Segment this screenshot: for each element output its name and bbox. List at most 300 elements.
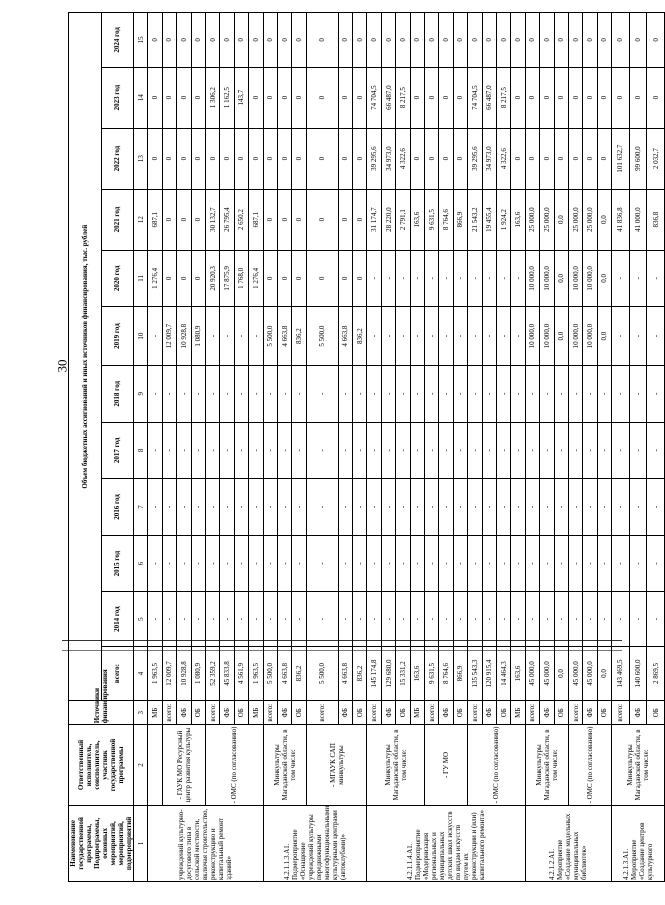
year-value-cell: 39 295,6 bbox=[468, 128, 482, 189]
year-value-cell: - bbox=[453, 535, 467, 592]
year-value-cell: 0 bbox=[306, 250, 338, 307]
year-value-cell: 0 bbox=[338, 128, 352, 189]
year-value-cell: - bbox=[249, 365, 263, 422]
year-value-cell: - bbox=[647, 365, 665, 422]
year-value-cell: 0,0 bbox=[597, 189, 611, 250]
year-value-cell: 10 000,0 bbox=[568, 307, 582, 366]
year-value-cell: 0 bbox=[439, 67, 453, 128]
year-value-cell: 8 217,5 bbox=[496, 67, 510, 128]
year-value-cell: 0 bbox=[453, 67, 467, 128]
year-value-cell: 1 080,9 bbox=[191, 307, 205, 366]
year-value-cell: 25 000,0 bbox=[568, 189, 582, 250]
header-row bbox=[69, 13, 102, 882]
year-value-cell: 20 920,3 bbox=[205, 250, 219, 307]
executor-cell: Минкультуры Магаданской области, в том числе: bbox=[612, 725, 665, 806]
numbers-row bbox=[134, 13, 148, 882]
source-cell: ФБ bbox=[338, 701, 352, 725]
source-cell: ОБ bbox=[597, 701, 611, 725]
header-year: 2021 год bbox=[101, 189, 134, 250]
source-cell: МБ bbox=[148, 701, 162, 725]
year-value-cell: 163,6 bbox=[410, 189, 424, 250]
source-cell: ОБ bbox=[453, 701, 467, 725]
year-value-cell: - bbox=[381, 592, 395, 646]
year-value-cell: - bbox=[425, 365, 439, 422]
year-value-cell: - bbox=[439, 250, 453, 307]
year-value-cell: 0 bbox=[597, 67, 611, 128]
year-value-cell: 0 bbox=[306, 128, 338, 189]
col-number: 12 bbox=[134, 189, 148, 250]
col-number: 7 bbox=[134, 479, 148, 536]
source-cell: ФБ bbox=[381, 701, 395, 725]
table-row bbox=[612, 13, 630, 882]
year-value-cell: - bbox=[482, 479, 496, 536]
source-cell: МБ bbox=[511, 701, 525, 725]
year-value-cell: 1 162,5 bbox=[220, 67, 234, 128]
year-value-cell: - bbox=[396, 307, 410, 366]
year-value-cell: - bbox=[612, 422, 630, 479]
total-value-cell: 836,2 bbox=[353, 646, 367, 700]
year-value-cell: 0 bbox=[162, 189, 176, 250]
year-value-cell: - bbox=[612, 479, 630, 536]
year-value-cell: 0 bbox=[234, 128, 248, 189]
year-value-cell: - bbox=[568, 479, 582, 536]
year-value-cell: 0 bbox=[292, 67, 306, 128]
year-value-cell: - bbox=[249, 535, 263, 592]
year-value-cell: - bbox=[554, 365, 568, 422]
total-value-cell: 12 009,7 bbox=[162, 646, 176, 700]
year-value-cell: - bbox=[453, 422, 467, 479]
year-value-cell: 0 bbox=[554, 13, 568, 68]
header-year: 2020 год bbox=[101, 250, 134, 307]
year-value-cell: 28 220,0 bbox=[381, 189, 395, 250]
year-value-cell: - bbox=[597, 592, 611, 646]
year-value-cell: 0,0 bbox=[554, 307, 568, 366]
col-number: 3 bbox=[134, 701, 148, 725]
year-value-cell: 0 bbox=[453, 13, 467, 68]
year-value-cell: 0 bbox=[277, 13, 291, 68]
year-value-cell: - bbox=[439, 307, 453, 366]
year-value-cell: - bbox=[525, 479, 539, 536]
year-value-cell: 0 bbox=[277, 189, 291, 250]
year-value-cell: - bbox=[292, 365, 306, 422]
year-value-cell: - bbox=[220, 535, 234, 592]
year-value-cell: 5 500,0 bbox=[263, 307, 277, 366]
year-value-cell: 0 bbox=[205, 13, 219, 68]
year-value-cell: 0 bbox=[629, 67, 647, 128]
table-row bbox=[468, 13, 482, 882]
year-value-cell: - bbox=[482, 365, 496, 422]
header-year: 2022 год bbox=[101, 128, 134, 189]
total-value-cell: 1 963,5 bbox=[249, 646, 263, 700]
year-value-cell: 836,2 bbox=[353, 307, 367, 366]
total-value-cell: 15 331,2 bbox=[396, 646, 410, 700]
year-value-cell: - bbox=[439, 592, 453, 646]
source-cell: ФБ bbox=[629, 701, 647, 725]
total-value-cell: 143 469,5 bbox=[612, 646, 630, 700]
year-value-cell: - bbox=[338, 479, 352, 536]
year-value-cell: - bbox=[410, 535, 424, 592]
year-value-cell: - bbox=[468, 479, 482, 536]
year-value-cell: 0 bbox=[612, 67, 630, 128]
table-row bbox=[205, 13, 219, 882]
year-value-cell: - bbox=[396, 422, 410, 479]
year-value-cell: 0 bbox=[191, 189, 205, 250]
year-value-cell: - bbox=[410, 250, 424, 307]
year-value-cell: - bbox=[597, 479, 611, 536]
header-year: 2015 год bbox=[101, 535, 134, 592]
table-row bbox=[162, 13, 176, 882]
year-value-cell: - bbox=[496, 365, 510, 422]
year-value-cell: 39 295,6 bbox=[367, 128, 381, 189]
year-value-cell: 1 768,0 bbox=[234, 250, 248, 307]
year-value-cell: 0 bbox=[292, 13, 306, 68]
year-value-cell: 9 631,5 bbox=[425, 189, 439, 250]
year-value-cell: - bbox=[148, 535, 162, 592]
year-value-cell: - bbox=[629, 422, 647, 479]
year-value-cell: 0 bbox=[249, 128, 263, 189]
year-value-cell: 2 650,2 bbox=[234, 189, 248, 250]
total-value-cell: 45 000,0 bbox=[583, 646, 597, 700]
year-value-cell: - bbox=[410, 422, 424, 479]
source-cell: ОБ bbox=[353, 701, 367, 725]
year-value-cell: 30 132,7 bbox=[205, 189, 219, 250]
year-value-cell: - bbox=[511, 592, 525, 646]
year-value-cell: 0 bbox=[220, 13, 234, 68]
source-cell: всего: bbox=[612, 701, 630, 725]
year-value-cell: - bbox=[583, 592, 597, 646]
total-value-cell: 14 464,3 bbox=[496, 646, 510, 700]
year-value-cell: 836,8 bbox=[647, 189, 665, 250]
year-value-cell: 0 bbox=[220, 128, 234, 189]
total-value-cell: 145 174,8 bbox=[367, 646, 381, 700]
year-value-cell: - bbox=[439, 365, 453, 422]
year-value-cell: - bbox=[568, 365, 582, 422]
year-value-cell: - bbox=[367, 479, 381, 536]
year-value-cell: - bbox=[647, 479, 665, 536]
year-value-cell: - bbox=[220, 365, 234, 422]
col-number: 13 bbox=[134, 128, 148, 189]
year-value-cell: - bbox=[234, 365, 248, 422]
year-value-cell: - bbox=[277, 592, 291, 646]
year-value-cell: - bbox=[148, 365, 162, 422]
source-cell: ФБ bbox=[277, 701, 291, 725]
col-number: 8 bbox=[134, 422, 148, 479]
year-value-cell: 26 795,4 bbox=[220, 189, 234, 250]
header-total: всего: bbox=[101, 646, 134, 700]
year-value-cell: - bbox=[540, 479, 554, 536]
page-number: 30 bbox=[54, 359, 70, 373]
year-value-cell: - bbox=[306, 592, 338, 646]
source-cell: ФБ bbox=[220, 701, 234, 725]
year-value-cell: - bbox=[612, 535, 630, 592]
year-value-cell: 0 bbox=[191, 13, 205, 68]
source-cell: ОБ bbox=[234, 701, 248, 725]
source-cell: МБ bbox=[249, 701, 263, 725]
year-value-cell: - bbox=[511, 365, 525, 422]
year-value-cell: - bbox=[612, 592, 630, 646]
year-value-cell: - bbox=[292, 592, 306, 646]
year-value-cell: - bbox=[338, 422, 352, 479]
year-value-cell: - bbox=[205, 592, 219, 646]
year-value-cell: - bbox=[367, 592, 381, 646]
col-number: 2 bbox=[134, 725, 148, 806]
year-value-cell: - bbox=[482, 535, 496, 592]
year-value-cell: 66 487,0 bbox=[381, 67, 395, 128]
year-value-cell: - bbox=[629, 365, 647, 422]
year-value-cell: 10 000,0 bbox=[568, 250, 582, 307]
year-value-cell: - bbox=[612, 250, 630, 307]
col-number: 15 bbox=[134, 13, 148, 68]
year-value-cell: 0 bbox=[540, 128, 554, 189]
year-value-cell: - bbox=[353, 592, 367, 646]
year-value-cell: 163,6 bbox=[511, 189, 525, 250]
source-cell: ОБ bbox=[647, 701, 665, 725]
year-value-cell: 34 973,0 bbox=[381, 128, 395, 189]
year-value-cell: 0 bbox=[249, 13, 263, 68]
year-value-cell: - bbox=[540, 365, 554, 422]
year-value-cell: 0 bbox=[306, 189, 338, 250]
source-cell: всего: bbox=[367, 701, 381, 725]
year-value-cell: - bbox=[306, 422, 338, 479]
executor-cell: - МГАУК САП минкультуры bbox=[306, 725, 367, 806]
year-value-cell: - bbox=[381, 365, 395, 422]
year-value-cell: 0 bbox=[540, 67, 554, 128]
year-value-cell: - bbox=[292, 535, 306, 592]
total-value-cell: 45 833,8 bbox=[220, 646, 234, 700]
year-value-cell: - bbox=[249, 479, 263, 536]
year-value-cell: - bbox=[597, 535, 611, 592]
year-value-cell: - bbox=[482, 422, 496, 479]
executor-cell: Минкультуры Магаданской области, в том числе: bbox=[525, 725, 568, 806]
year-value-cell: - bbox=[205, 422, 219, 479]
year-value-cell: - bbox=[353, 422, 367, 479]
total-value-cell: 866,9 bbox=[453, 646, 467, 700]
year-value-cell: 10 000,0 bbox=[583, 250, 597, 307]
year-value-cell: - bbox=[220, 479, 234, 536]
year-value-cell: - bbox=[191, 365, 205, 422]
header-year: 2016 год bbox=[101, 479, 134, 536]
year-value-cell: - bbox=[525, 422, 539, 479]
year-value-cell: 0 bbox=[511, 128, 525, 189]
source-cell: всего: bbox=[525, 701, 539, 725]
year-value-cell: 143,7 bbox=[234, 67, 248, 128]
year-value-cell: - bbox=[612, 365, 630, 422]
executor-cell: - ОМС (по согласованию) bbox=[205, 725, 263, 806]
year-value-cell: 17 875,9 bbox=[220, 250, 234, 307]
total-value-cell: 5 500,0 bbox=[263, 646, 277, 700]
year-value-cell: 1 276,4 bbox=[249, 250, 263, 307]
year-value-cell: - bbox=[177, 479, 191, 536]
col-number: 5 bbox=[134, 592, 148, 646]
total-value-cell: 1 963,5 bbox=[148, 646, 162, 700]
year-value-cell: - bbox=[263, 535, 277, 592]
year-value-cell: - bbox=[511, 250, 525, 307]
year-value-cell: 0,0 bbox=[597, 307, 611, 366]
year-value-cell: - bbox=[263, 422, 277, 479]
total-value-cell: 52 359,2 bbox=[205, 646, 219, 700]
total-value-cell: 836,2 bbox=[292, 646, 306, 700]
total-value-cell: 129 680,0 bbox=[381, 646, 395, 700]
year-value-cell: 0 bbox=[425, 67, 439, 128]
year-value-cell: 0 bbox=[353, 13, 367, 68]
total-value-cell: 45 000,0 bbox=[568, 646, 582, 700]
year-value-cell: - bbox=[338, 535, 352, 592]
rotated-table-wrapper bbox=[68, 12, 660, 882]
header-year: 2014 год bbox=[101, 592, 134, 646]
year-value-cell: 8 764,6 bbox=[439, 189, 453, 250]
year-value-cell: 0 bbox=[496, 13, 510, 68]
year-value-cell: 0 bbox=[234, 13, 248, 68]
year-value-cell: 0 bbox=[306, 13, 338, 68]
table-row bbox=[306, 13, 338, 882]
year-value-cell: - bbox=[629, 250, 647, 307]
header-year: 2017 год bbox=[101, 422, 134, 479]
source-cell: ФБ bbox=[482, 701, 496, 725]
total-value-cell: 2 869,5 bbox=[647, 646, 665, 700]
total-value-cell: 45 000,0 bbox=[540, 646, 554, 700]
year-value-cell: 0 bbox=[612, 13, 630, 68]
year-value-cell: 0 bbox=[263, 128, 277, 189]
year-value-cell: 836,2 bbox=[292, 307, 306, 366]
year-value-cell: 0 bbox=[647, 67, 665, 128]
year-value-cell: - bbox=[353, 535, 367, 592]
total-value-cell: 140 600,0 bbox=[629, 646, 647, 700]
year-value-cell: - bbox=[306, 535, 338, 592]
year-value-cell: - bbox=[525, 365, 539, 422]
year-value-cell: 2 791,1 bbox=[396, 189, 410, 250]
program-name-cell: 4.2.1.3.А1. Мероприятие «Создание центров культурного bbox=[612, 805, 665, 881]
executor-cell: - ОМС (по согласованию) bbox=[468, 725, 526, 806]
year-value-cell: - bbox=[554, 535, 568, 592]
year-value-cell: - bbox=[612, 307, 630, 366]
total-value-cell: 163,6 bbox=[511, 646, 525, 700]
year-value-cell: - bbox=[234, 535, 248, 592]
year-value-cell: 0 bbox=[629, 13, 647, 68]
year-value-cell: 0 bbox=[338, 13, 352, 68]
year-value-cell: - bbox=[468, 592, 482, 646]
year-value-cell: - bbox=[439, 479, 453, 536]
table-row bbox=[568, 13, 582, 882]
year-value-cell: - bbox=[277, 479, 291, 536]
year-value-cell: - bbox=[453, 250, 467, 307]
source-cell: МБ bbox=[410, 701, 424, 725]
executor-cell: - ГУ МО bbox=[425, 725, 468, 806]
year-value-cell: - bbox=[205, 365, 219, 422]
year-value-cell: - bbox=[496, 479, 510, 536]
header-col1: Наименование государственной программы, Подпрограммы, основных мероприятий, мероприятий, подмероприятий bbox=[69, 805, 134, 881]
year-value-cell: - bbox=[306, 479, 338, 536]
year-value-cell: - bbox=[647, 250, 665, 307]
year-value-cell: 0 bbox=[396, 13, 410, 68]
year-value-cell: 0,0 bbox=[597, 250, 611, 307]
total-value-cell: 1 080,9 bbox=[191, 646, 205, 700]
source-cell: всего: bbox=[263, 701, 277, 725]
year-value-cell: - bbox=[540, 422, 554, 479]
total-value-cell: 9 631,5 bbox=[425, 646, 439, 700]
program-name-cell: учреждений культурно-досугового типа в сельской местности, включая строительство, реконструкцию и капитальный ремонт зданий» bbox=[148, 805, 263, 881]
year-value-cell: 0 bbox=[162, 67, 176, 128]
year-value-cell: - bbox=[263, 592, 277, 646]
year-value-cell: - bbox=[468, 365, 482, 422]
program-name-cell: 4.2.1.1.3.А1. Подмероприятие «Оснащение учреждений культуры передвижными многофункциональными культурными центрами (автоклубами)» bbox=[263, 805, 367, 881]
source-cell: всего: bbox=[425, 701, 439, 725]
year-value-cell: 0 bbox=[482, 13, 496, 68]
year-value-cell: 0 bbox=[177, 13, 191, 68]
year-value-cell: 0 bbox=[249, 67, 263, 128]
year-value-cell: - bbox=[396, 535, 410, 592]
year-value-cell: - bbox=[453, 307, 467, 366]
table-body bbox=[134, 13, 665, 882]
year-value-cell: 0 bbox=[353, 128, 367, 189]
year-value-cell: - bbox=[511, 422, 525, 479]
year-value-cell: 4 663,8 bbox=[277, 307, 291, 366]
source-cell: ФБ bbox=[583, 701, 597, 725]
year-value-cell: - bbox=[277, 535, 291, 592]
total-value-cell: 163,6 bbox=[410, 646, 424, 700]
year-value-cell: - bbox=[439, 422, 453, 479]
source-cell: всего: bbox=[306, 701, 338, 725]
year-value-cell: 2 032,7 bbox=[647, 128, 665, 189]
year-value-cell: 0 bbox=[511, 13, 525, 68]
year-value-cell: 74 704,5 bbox=[468, 67, 482, 128]
year-value-cell: - bbox=[234, 479, 248, 536]
year-value-cell: 0 bbox=[306, 67, 338, 128]
year-value-cell: 0 bbox=[338, 189, 352, 250]
year-value-cell: - bbox=[647, 307, 665, 366]
year-value-cell: 1 276,4 bbox=[148, 250, 162, 307]
year-value-cell: - bbox=[367, 535, 381, 592]
year-value-cell: - bbox=[353, 365, 367, 422]
year-value-cell: 0 bbox=[439, 13, 453, 68]
total-value-cell: 0,0 bbox=[597, 646, 611, 700]
col-number: 9 bbox=[134, 365, 148, 422]
executor-cell: - ГАУК МО Ресурсный центр развития культуры bbox=[162, 725, 205, 806]
year-value-cell: 0 bbox=[191, 128, 205, 189]
year-value-cell: - bbox=[381, 422, 395, 479]
year-value-cell: 41 836,8 bbox=[612, 189, 630, 250]
year-value-cell: - bbox=[647, 592, 665, 646]
year-value-cell: - bbox=[425, 250, 439, 307]
year-value-cell: - bbox=[597, 422, 611, 479]
year-value-cell: 866,9 bbox=[453, 189, 467, 250]
year-value-cell: 0 bbox=[353, 189, 367, 250]
total-value-cell: 8 764,6 bbox=[439, 646, 453, 700]
year-value-cell: 0 bbox=[583, 67, 597, 128]
executor-cell bbox=[148, 725, 162, 806]
year-value-cell: 0,0 bbox=[554, 189, 568, 250]
year-value-cell: - bbox=[263, 365, 277, 422]
program-name-cell: 4.2.1.1.4.А1. Подмероприятие «Модернизация региональных и муниципальных детских школ искусств по видам искусств путем их реконструкции и (или) капитального ремонта» bbox=[367, 805, 525, 881]
header-col2: Ответственный исполнитель, соисполнитель, участник государственной программы bbox=[69, 725, 134, 806]
program-name-cell: 4.2.1.2.А1. Мероприятие «Создание модельных муниципальных библиотек» bbox=[525, 805, 611, 881]
source-cell: всего: bbox=[468, 701, 482, 725]
year-value-cell: 19 455,4 bbox=[482, 189, 496, 250]
year-value-cell: 0 bbox=[177, 189, 191, 250]
year-value-cell: - bbox=[425, 479, 439, 536]
total-value-cell: 120 915,4 bbox=[482, 646, 496, 700]
year-value-cell: - bbox=[292, 479, 306, 536]
year-value-cell: 0 bbox=[263, 67, 277, 128]
year-value-cell: - bbox=[249, 307, 263, 366]
year-value-cell: - bbox=[583, 479, 597, 536]
year-value-cell: 0 bbox=[410, 67, 424, 128]
source-cell: ОБ bbox=[292, 701, 306, 725]
year-value-cell: - bbox=[410, 365, 424, 422]
year-value-cell: - bbox=[234, 592, 248, 646]
source-cell: всего: bbox=[205, 701, 219, 725]
year-value-cell: - bbox=[568, 592, 582, 646]
executor-cell: - ОМС (по согласованию) bbox=[568, 725, 611, 806]
